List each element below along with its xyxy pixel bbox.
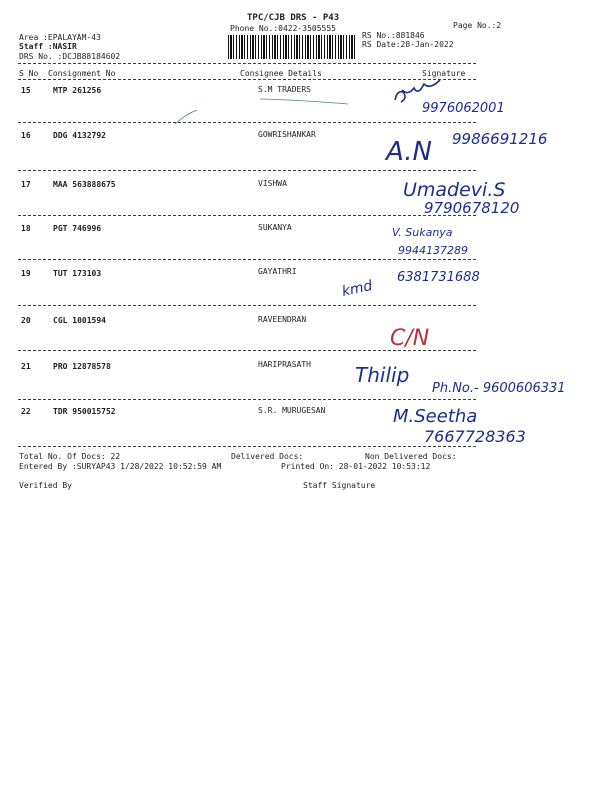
signature-text: 9790678120 bbox=[424, 199, 520, 217]
printed-on: Printed On: 28-01-2022 10:53:12 bbox=[281, 462, 431, 471]
signature-text: Thilip bbox=[355, 363, 410, 387]
col-header-signature: Signature bbox=[422, 69, 466, 78]
row-consignee: S.M TRADERS bbox=[258, 85, 311, 94]
signature-text: C/N bbox=[390, 326, 430, 351]
row-serial: 15 bbox=[21, 86, 31, 95]
rs-number: RS No.:881846 bbox=[362, 31, 425, 40]
drs-number: DRS No. :DCJB88184602 bbox=[19, 52, 121, 61]
row-consignment: PGT 746996 bbox=[53, 224, 102, 233]
signature-text: 6381731688 bbox=[397, 270, 480, 285]
rs-date: RS Date:28-Jan-2022 bbox=[362, 40, 454, 49]
row-consignment: DDG 4132792 bbox=[53, 131, 106, 140]
signature-text: M.Seetha bbox=[393, 406, 478, 427]
row-consignee: SUKANYA bbox=[258, 223, 292, 232]
phone-number: Phone No.:0422-3505555 bbox=[230, 24, 336, 33]
row-consignee: S.R. MURUGESAN bbox=[258, 406, 326, 415]
row-serial: 16 bbox=[21, 131, 31, 140]
row-serial: 20 bbox=[21, 316, 31, 325]
signature-text: Ph.No.- 9600606331 bbox=[432, 381, 566, 396]
row-consignment: MTP 261256 bbox=[53, 86, 102, 95]
row-serial: 19 bbox=[21, 269, 31, 278]
row-consignee: GAYATHRI bbox=[258, 267, 297, 276]
pen-stroke bbox=[175, 110, 197, 124]
row-consignment: PRO 12878578 bbox=[53, 362, 111, 371]
non-delivered-docs: Non Delivered Docs: bbox=[365, 452, 457, 461]
signature-text: 7667728363 bbox=[424, 427, 526, 446]
pen-stroke bbox=[260, 99, 348, 104]
row-consignment: MAA 563888675 bbox=[53, 180, 116, 189]
row-consignee: VISHWA bbox=[258, 179, 287, 188]
row-consignee: RAVEENDRAN bbox=[258, 315, 307, 324]
verified-by: Verified By bbox=[19, 481, 72, 490]
row-consignment: TDR 950015752 bbox=[53, 407, 116, 416]
signature-text: 9976062001 bbox=[422, 101, 505, 116]
row-consignment: TUT 173103 bbox=[53, 269, 102, 278]
total-docs: Total No. Of Docs: 22 bbox=[19, 452, 121, 461]
col-header-consignment: Consignment No bbox=[48, 69, 116, 78]
col-header-consignee: Consignee Details bbox=[240, 69, 322, 78]
row-serial: 17 bbox=[21, 180, 31, 189]
row-serial: 22 bbox=[21, 407, 31, 416]
signature-text: A.N bbox=[386, 137, 432, 167]
row-serial: 18 bbox=[21, 224, 31, 233]
page-number: Page No.:2 bbox=[453, 21, 502, 30]
row-consignee: GOWRISHANKAR bbox=[258, 130, 316, 139]
signature-text: kmd bbox=[340, 277, 374, 300]
signature-text: V. Sukanya bbox=[392, 226, 453, 239]
drs-title: TPC/CJB DRS - P43 bbox=[247, 13, 340, 23]
row-consignee: HARIPRASATH bbox=[258, 360, 311, 369]
entered-by: Entered By :SURYAP43 1/28/2022 10:52:59 AM bbox=[19, 462, 222, 471]
signature-text: 9986691216 bbox=[452, 130, 548, 148]
row-consignment: CGL 1001594 bbox=[53, 316, 106, 325]
col-header-s-no: S No bbox=[19, 69, 39, 78]
staff-signature: Staff Signature bbox=[303, 481, 376, 490]
row-serial: 21 bbox=[21, 362, 31, 371]
staff-label: Staff :NASIR bbox=[19, 42, 77, 51]
delivered-docs: Delivered Docs: bbox=[231, 452, 304, 461]
signature-text: 9944137289 bbox=[398, 244, 468, 257]
signature-text: Umadevi.S bbox=[403, 179, 506, 201]
signature-scribble bbox=[395, 80, 440, 102]
area-label: Area :EPALAYAM-43 bbox=[19, 33, 101, 42]
